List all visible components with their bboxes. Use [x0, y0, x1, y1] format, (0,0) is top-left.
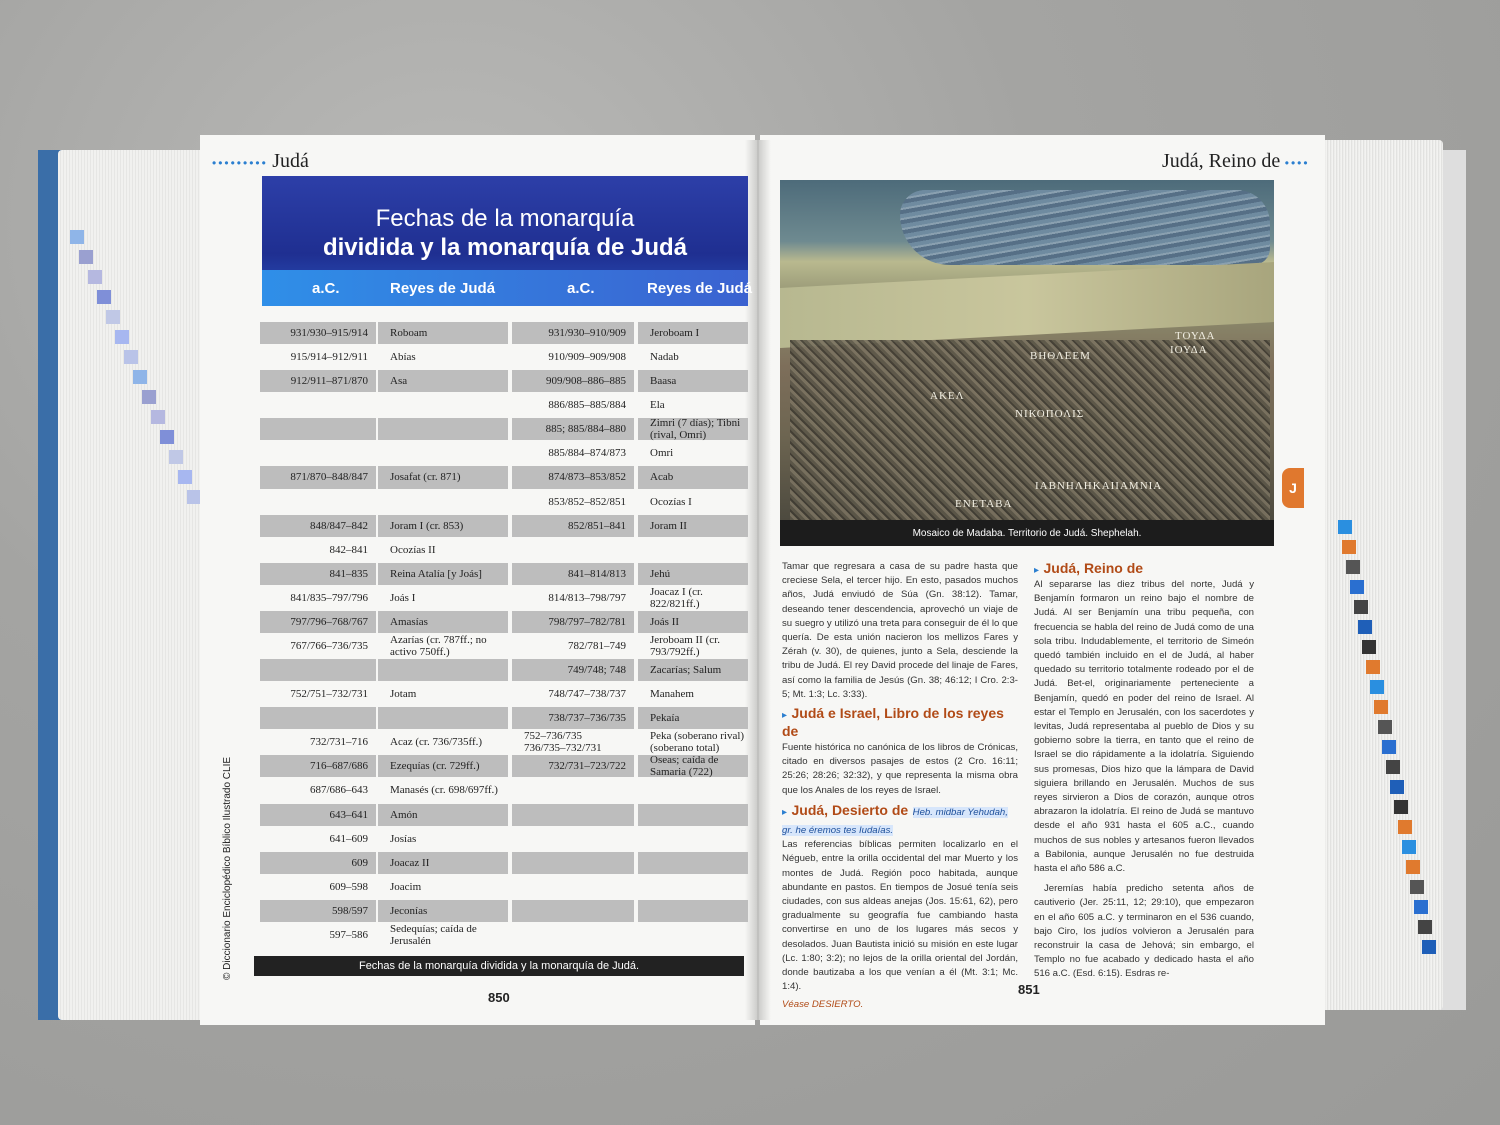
king-cell [378, 707, 508, 729]
edge-mark [1390, 780, 1404, 794]
king-cell: Omri [650, 447, 674, 460]
king-cell: Manasés (cr. 698/697ff.) [390, 784, 498, 797]
king-cell: Roboam [378, 322, 508, 344]
king-cell: Joás II [638, 611, 748, 633]
triangle-bullet-icon: ▸ [1034, 565, 1040, 576]
king-cell: Joacim [390, 880, 422, 893]
date-cell: 738/737–736/735 [512, 707, 634, 729]
edge-mark [1414, 900, 1428, 914]
date-cell: 842–841 [329, 543, 368, 556]
dot-leader-icon: ••••••••• [212, 156, 268, 170]
date-cell: 767/766–736/735 [290, 640, 368, 653]
left-running-head [212, 150, 309, 173]
date-cell: 609–598 [329, 880, 368, 893]
date-cell: 749/748; 748 [512, 659, 634, 681]
mosaic-word: ΕΝΕΤΑΒΑ [955, 498, 1013, 510]
date-cell [512, 900, 634, 922]
thumb-tab-J: J [1282, 468, 1304, 508]
date-cell [512, 804, 634, 826]
date-cell: 852/851–841 [512, 515, 634, 537]
side-credit: © Diccionario Enciclopédico Bíblico Ilustrado CLIE [222, 756, 233, 980]
king-cell: Jeroboam I [638, 322, 748, 344]
edge-mark [1402, 840, 1416, 854]
date-cell: 797/796–768/767 [260, 611, 376, 633]
king-cell: Amasías [378, 611, 508, 633]
date-cell: 885; 885/884–880 [512, 418, 634, 440]
date-cell: 853/852–852/851 [548, 495, 626, 508]
king-cell: Acab [638, 466, 748, 488]
king-cell: Manahem [650, 688, 694, 701]
date-cell [512, 779, 634, 801]
entry-text: Al separarse las diez tribus del norte, Judá y Benjamín formaron un reino bajo el nombre de Judá. Al ser Benjamín una tribu pequeña, con frecuencia se habla del reino de Judá como de una sola tribu. Indudablemente, el territorio de Simeón quedó también incluido en el de Judá, al haber quedado su territorio totalmente rodeado por el de Judá. Bet-el, originariamente perteneciente a Benjamín, quedó en poder del reino de Israel. Al estar el Templo en Jerusalén, con los sacerdotes y levitas, Judá representaba al pueblo de Dios y su gobierno sobre la tierra, en tanto que el reino de Israel se dio rápidamente a la idolatría. Siguiendo sus promesas, Dios hizo que la lámpara de David siguiera brillando en Jerusalén. Muchos de sus reyes sirvieron a Dios de corazón, aunque otros abrazaron la idolatría. El reino de Judá se mantuvo desde el año 931 hasta el 605 a.C., cuando muchos de sus nobles y artesanos fueron llevados a Babilonia, aunque Jerusalén no fue destruida hasta el año 586 a.C. [1034, 579, 1254, 875]
date-cell [512, 539, 634, 561]
date-cell: 716–687/686 [260, 755, 376, 777]
edge-mark [1394, 800, 1408, 814]
mosaic-word: ΑΚΕΛ [930, 390, 965, 402]
king-cell: Joram I (cr. 853) [378, 515, 508, 537]
date-cell: 598/597 [260, 900, 376, 922]
king-cell: Jeconías [378, 900, 508, 922]
table-row [0, 804, 760, 826]
date-cell: 912/911–871/870 [260, 370, 376, 392]
table-row [0, 346, 760, 368]
date-cell: 871/870–848/847 [260, 466, 376, 488]
date-cell: 752/751–732/731 [290, 688, 368, 701]
edge-mark [1366, 660, 1380, 674]
date-cell: 752–736/735 736/735–732/731 [524, 730, 602, 755]
edge-mark [1346, 560, 1360, 574]
king-cell: Joás I [390, 591, 416, 604]
table-row [0, 900, 760, 922]
col-header-date-2: a.C. [567, 280, 595, 297]
king-cell: Asa [378, 370, 508, 392]
table-row [0, 442, 760, 464]
king-cell: Joacaz I (cr. 822/821ff.) [650, 585, 703, 610]
date-cell [260, 707, 376, 729]
king-cell: Acaz (cr. 736/735ff.) [390, 736, 483, 749]
mosaic-word: ΒΗΘΛΕΕΜ [1030, 350, 1091, 362]
king-cell [638, 900, 748, 922]
edge-mark [1418, 920, 1432, 934]
table-row [0, 779, 760, 801]
table-row [0, 418, 760, 440]
page-number-left: 850 [488, 990, 510, 1005]
table-row [0, 539, 760, 561]
date-cell [512, 924, 634, 946]
table-row [0, 731, 760, 753]
date-cell: 748/747–738/737 [548, 688, 626, 701]
edge-mark [1342, 540, 1356, 554]
king-cell [638, 828, 748, 850]
table-row [0, 394, 760, 416]
date-cell [512, 828, 634, 850]
king-cell: Josías [390, 832, 417, 845]
edge-mark [1374, 700, 1388, 714]
date-cell: 782/781–749 [567, 640, 626, 653]
king-cell: Zimri (7 días); Tibni (rival, Omri) [638, 418, 748, 440]
mosaic-word: ΙΑΒΝΗΛΗΚΑΙΙΑΜΝΙΑ [1035, 480, 1163, 492]
table-row [0, 828, 760, 850]
table-row [0, 370, 760, 392]
date-cell: 915/914–912/911 [290, 351, 368, 364]
table-row [0, 322, 760, 344]
page-edges-right [1318, 140, 1443, 1010]
king-cell [638, 852, 748, 874]
edge-mark [1382, 740, 1396, 754]
king-cell [638, 779, 748, 801]
date-cell: 687/686–643 [309, 784, 368, 797]
table-row [0, 587, 760, 609]
date-cell: 931/930–915/914 [260, 322, 376, 344]
date-cell: 931/930–910/909 [512, 322, 634, 344]
king-cell: Joacaz II [378, 852, 508, 874]
madaba-mosaic-photo [780, 180, 1274, 520]
date-cell: 885/884–874/873 [548, 447, 626, 460]
edge-mark [1410, 880, 1424, 894]
entry-juda-israel [782, 705, 1018, 798]
edge-mark [1370, 680, 1384, 694]
king-cell: Sedequías; caída de Jerusalén [390, 922, 477, 947]
page-number-right: 851 [1018, 982, 1040, 997]
entry-heading: Judá, Desierto de [791, 801, 909, 818]
entry-heading: Judá, Reino de [1043, 560, 1144, 576]
date-cell: 910/909–909/908 [548, 351, 626, 364]
date-cell [260, 442, 376, 464]
edge-mark [1386, 760, 1400, 774]
table-row [0, 707, 760, 729]
entry-text: Las referencias bíblicas permiten localizarlo en el Négueb, entre la orilla occidental del mar Muerto y los montes de Judá. Región poco habitada, aunque abundante en pastos. En tiempos de Josué tenía seis ciudades, con sus aldeas anejas (Jos. 15:61, 62), pero gradualmente su geografía fue cambiando hasta convertirse en uno de los lugares más secos y desolados. Juan Bautista inició su misión en este lugar (Lc. 1:80; 3:2); no lejos de la orilla oriental del Jordán, donde bautizaba a los que venían a él (Mt. 3:1; Mc. 1:4). [782, 839, 1018, 993]
table-row [0, 466, 760, 488]
king-cell: Peka (soberano rival) (soberano total) [650, 730, 745, 755]
dot-leader-icon: •••• [1284, 156, 1310, 170]
edge-mark [79, 250, 93, 264]
king-cell: Jehú [638, 563, 748, 585]
king-cell [378, 394, 508, 416]
date-cell: 641–609 [329, 832, 368, 845]
king-cell: Azarías (cr. 787ff.; no activo 750ff.) [390, 634, 487, 659]
col-header-kings-2: Reyes de Judá [647, 280, 753, 297]
col-header-date-1: a.C. [312, 280, 340, 297]
date-cell: 597–586 [329, 928, 368, 941]
table-row [0, 852, 760, 874]
etymology-highlight: Heb. midbar Yehudah, gr. he éremos tes Iudaías. [782, 806, 1008, 837]
mosaic-city [790, 340, 1270, 520]
edge-mark [1338, 520, 1352, 534]
edge-mark [88, 270, 102, 284]
date-cell: 732/731–716 [309, 736, 368, 749]
table-row [0, 659, 760, 681]
edge-mark [70, 230, 84, 244]
triangle-bullet-icon: ▸ [782, 710, 788, 722]
king-cell [378, 418, 508, 440]
edge-mark [1378, 720, 1392, 734]
edge-mark [1350, 580, 1364, 594]
king-cell: Jotam [390, 688, 417, 701]
date-cell [260, 491, 376, 513]
king-cell: Josafat (cr. 871) [378, 466, 508, 488]
table-row [0, 755, 760, 777]
edge-mark [97, 290, 111, 304]
mosaic-word: ΝΙΚΟΠΟΛΙΣ [1015, 408, 1085, 420]
edge-mark [1422, 940, 1436, 954]
king-cell: Abías [390, 351, 416, 364]
date-cell [512, 876, 634, 898]
table-caption: Fechas de la monarquía dividida y la monarquía de Judá. [254, 956, 744, 976]
table-row [0, 924, 760, 946]
edge-mark [1362, 640, 1376, 654]
king-cell [638, 804, 748, 826]
col-header-kings-1: Reyes de Judá [390, 280, 496, 297]
triangle-bullet-icon: ▸ [782, 806, 788, 818]
table-title-line2: dividida y la monarquía de Judá [322, 234, 688, 261]
running-head-text: Judá, Reino de [1162, 150, 1281, 172]
date-cell [512, 852, 634, 874]
paragraph-tamar: Tamar que regresara a casa de su padre hasta que creciese Sela, el tercer hijo. En esto, pasados muchos años, Judá enviudó de Súa (Gn. 38:12). Tamar, deseando tener descendencia, aprovechó un viaje de su suegro y utilizó una treta para conseguir de él lo que quería. De esta unión nacieron los mellizos Fares y Zérah (v. 30), de quienes, junto a Sela, desciende la tribu de Judá. El rey David procede del linaje de Fares, así como la familia de Jesús (Gn. 38; 46:12; I Cro. 2:3-5; Mt. 1:3; Lc. 3:33). [782, 561, 1018, 700]
king-cell: Zacarías; Salum [638, 659, 748, 681]
king-cell: Ocozías I [650, 495, 692, 508]
edge-mark [1354, 600, 1368, 614]
date-cell: 609 [260, 852, 376, 874]
date-cell: 732/731–723/722 [512, 755, 634, 777]
date-cell: 841–814/813 [512, 563, 634, 585]
date-cell: 886/885–885/884 [548, 399, 626, 412]
date-cell: 643–641 [260, 804, 376, 826]
king-cell: Jeroboam II (cr. 793/792ff.) [650, 634, 720, 659]
king-cell [378, 491, 508, 513]
king-cell: Ocozías II [390, 543, 436, 556]
king-cell: Oseas; caída de Samaria (722) [638, 755, 748, 777]
date-cell [260, 418, 376, 440]
table-row [0, 563, 760, 585]
running-head-text: Judá [272, 150, 309, 172]
king-cell [378, 659, 508, 681]
date-cell: 874/873–853/852 [512, 466, 634, 488]
entry-juda-desierto [782, 802, 1018, 1013]
date-cell [260, 659, 376, 681]
table-row [0, 683, 760, 705]
right-running-head [1162, 150, 1310, 173]
table-row [0, 515, 760, 537]
date-cell: 814/813–798/797 [548, 591, 626, 604]
book-cover-right [1440, 150, 1466, 1010]
entry-text: Fuente histórica no canónica de los libros de Crónicas, citado en diversos pasajes de estos (2 Cro. 16:11; 25:26; 28:26; 32:32), y que representa la misma obra que los Anales de los reyes de Israel. [782, 742, 1018, 796]
date-cell: 841/835–797/796 [290, 591, 368, 604]
date-cell [260, 394, 376, 416]
edge-mark [1406, 860, 1420, 874]
entry-text-continued: Jeremías había predicho setenta años de cautiverio (Jer. 25:11, 12; 29:10), que empezaron en el año 605 a.C. y terminaron en el 536 cuando, bajo Ciro, los judíos volvieron a Jerusalén para reconstruir la casa de Jehová; sin embargo, el Templo no fue acabado y dedicado hasta el año 516 a.C. (Esd. 6:15). Esdras re- [1034, 883, 1254, 980]
king-cell: Amón [378, 804, 508, 826]
photo-caption: Mosaico de Madaba. Territorio de Judá. Shephelah. [780, 520, 1274, 546]
king-cell: Pekaía [638, 707, 748, 729]
king-cell: Ela [650, 399, 665, 412]
entry-heading: Judá e Israel, Libro de los reyes de [782, 705, 1004, 740]
king-cell: Joram II [638, 515, 748, 537]
date-cell: 798/797–782/781 [512, 611, 634, 633]
king-cell [378, 442, 508, 464]
edge-mark [1358, 620, 1372, 634]
king-cell [638, 876, 748, 898]
date-cell: 909/908–886–885 [512, 370, 634, 392]
date-cell: 848/847–842 [260, 515, 376, 537]
see-also-link: Véase DESIERTO. [782, 999, 864, 1011]
edge-mark [1398, 820, 1412, 834]
right-col-1 [782, 560, 1018, 1013]
table-row [0, 491, 760, 513]
king-cell [638, 924, 748, 946]
table-row [0, 876, 760, 898]
table-row [0, 611, 760, 633]
king-cell: Ezequías (cr. 729ff.) [378, 755, 508, 777]
table-row [0, 635, 760, 657]
mosaic-word: ΙΟΥΔΑ [1170, 344, 1208, 356]
king-cell: Reina Atalía [y Joás] [378, 563, 508, 585]
right-col-2 [1034, 560, 1254, 982]
king-cell [638, 539, 748, 561]
mosaic-sea [900, 190, 1270, 265]
mosaic-word: ΤΟΥΔΑ [1175, 330, 1216, 342]
king-cell: Nadab [650, 351, 679, 364]
date-cell: 841–835 [260, 563, 376, 585]
table-title-line1: Fechas de la monarquía [375, 205, 635, 232]
king-cell: Baasa [638, 370, 748, 392]
